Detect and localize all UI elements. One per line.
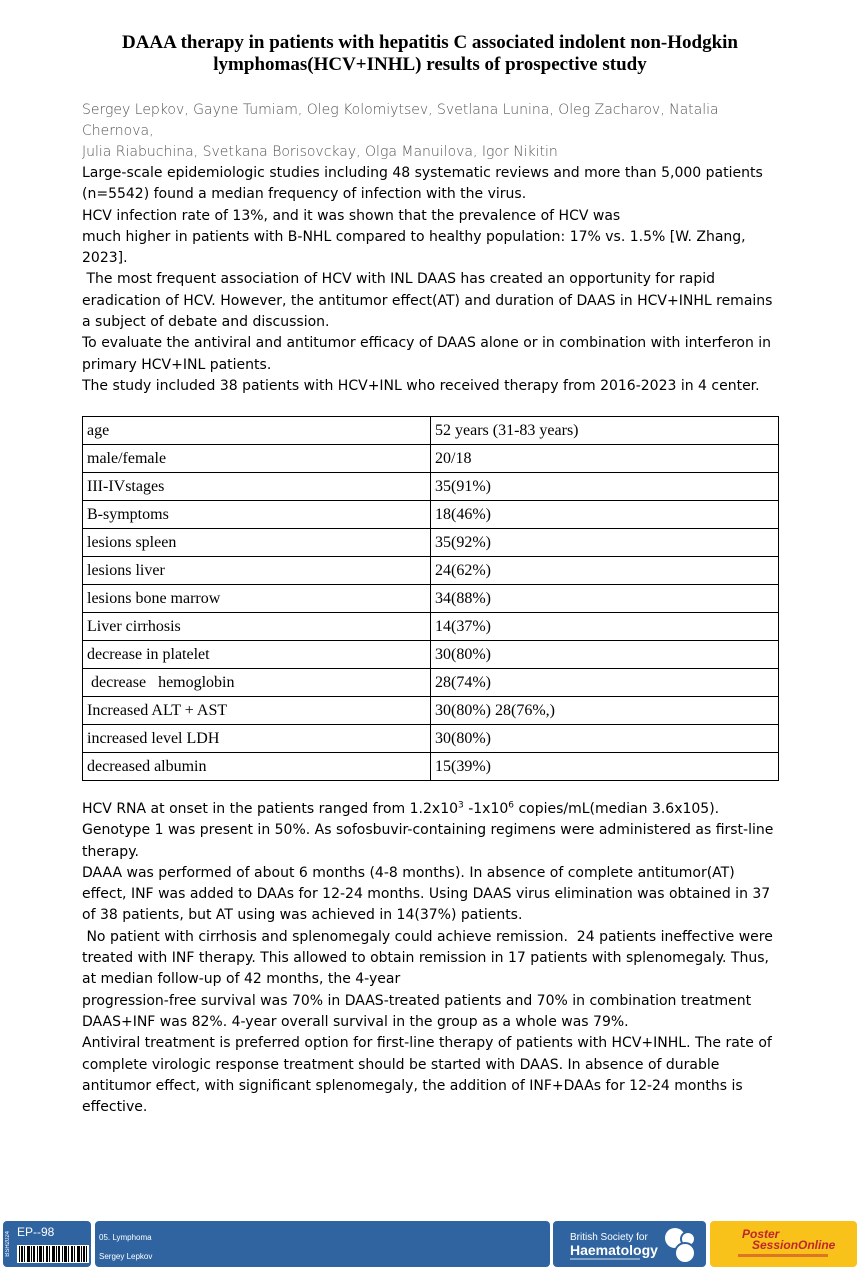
bsh-cells-icon [661,1225,701,1265]
table-cell-label: B-symptoms [83,501,431,529]
table-cell-value: 30(80%) [431,641,779,669]
table-cell-value: 14(37%) [431,613,779,641]
table-cell-value: 35(92%) [431,529,779,557]
results-paragraph: progression-free survival was 70% in DAAS-treated patients and 70% in combination treatment DAAS+INF was 82%. 4-year overall survival in the group as a whole was 79%. [82,992,752,1030]
results-paragraph: DAAA was performed of about 6 months (4-8 months). In absence of complete antitumor(AT) effect, INF was added to DAAs for 12-24 months. Using DAAS virus elimination was obtained in 37 of 38 patients, but AT using was achieved in 14(37%) patients. [82,864,771,924]
table-row [83,753,779,781]
table-row [83,613,779,641]
rna-text: HCV RNA at onset in the patients ranged from 1.2x10 [82,801,459,817]
table-cell-value: 30(80%) [431,725,779,753]
table-cell-value: 34(88%) [431,585,779,613]
results-paragraph: No patient with cirrhosis and splenomegaly could achieve remission. 24 patients ineffective were treated with INF therapy. This allowed to obtain remission in 17 patients with splenomegaly. Thus, at median follow-up of 42 months, the 4-year [82,928,778,988]
table-row [83,697,779,725]
authors-line: Sergey Lepkov, Gayne Tumiam, Oleg Kolomiytsev, Svetlana Lunina, Oleg Zacharov, Natalia Chernova, [82,102,719,139]
patient-characteristics-table [82,416,779,781]
poster-id-badge [3,1221,91,1267]
poster-author: Sergey Lepkov [99,1252,153,1261]
table-cell-value: 24(62%) [431,557,779,585]
table-cell-label: Increased ALT + AST [83,697,431,725]
intro-paragraph: To evaluate the antiviral and antitumor efficacy of DAAS alone or in combination with interferon in primary HCV+INL patients. [82,335,772,373]
table-row [83,725,779,753]
table-cell-label: decrease hemoglobin [83,669,431,697]
results-text [82,799,782,1118]
intro-paragraph: The most frequent association of HCV with INL DAAS has created an opportunity for rapid eradication of HCV. However, the antitumor effect(AT) and duration of DAAS in HCV+INHL remains a subject of debate and discussion. [82,271,777,331]
table-cell-value: 20/18 [431,445,779,473]
table-cell-label: III-IVstages [83,473,431,501]
results-paragraph: Genotype 1 was present in 50%. As sofosbuvir-containing regimens were administered as first-line therapy. [82,822,774,860]
table-cell-label: decrease in platelet [83,641,431,669]
intro-paragraph: HCV infection rate of 13%, and it was shown that the prevalence of HCV was [82,207,621,224]
introduction-text [82,163,782,397]
rna-text: -1x10 [463,801,509,817]
pso-logo-line1: Poster [742,1227,780,1241]
bsh-logo [553,1221,706,1267]
page-title: DAAA therapy in patients with hepatitis C associated indolent non-Hodgkin lymphomas(HCV+INHL) results of prospective study [121,32,738,75]
table-cell-label: male/female [83,445,431,473]
table-row [83,641,779,669]
table-row [83,445,779,473]
results-paragraph: Antiviral treatment is preferred option for first-line therapy of patients with HCV+INHL. The rate of complete virologic response treatment should be started with DAAS. In absence of durable antitumor effect, with significant splenomegaly, the addition of INF+DAAs for 12-24 months is effective. [82,1035,772,1116]
table-row [83,417,779,445]
bsh-logo-tagline [570,1258,640,1260]
table-cell-value: 35(91%) [431,473,779,501]
superscript: 6 [508,800,514,811]
table-cell-label: age [83,417,431,445]
bsh-logo-line2: Haematology [570,1242,658,1258]
rna-text: copies/mL(median 3.6x105). [514,801,720,817]
pso-logo-line2: SessionOnline [752,1238,836,1252]
authors-line: Julia Riabuchina, Svetkana Borisovckay, Olga Manuilova, Igor Nikitin [82,144,558,160]
poster-footer [0,1219,860,1269]
table-row [83,501,779,529]
table-row [83,529,779,557]
table-row [83,473,779,501]
table-cell-value: 28(74%) [431,669,779,697]
table-row [83,669,779,697]
table-cell-label: lesions bone marrow [83,585,431,613]
intro-paragraph: much higher in patients with B-NHL compared to healthy population: 17% vs. 1.5% [W. Zhang, 2023]. [82,228,746,267]
intro-paragraph: The study included 38 patients with HCV+INL who received therapy from 2016-2023 in 4 center. [82,377,760,394]
poster-info-bar [95,1221,550,1267]
barcode-icon [17,1245,89,1263]
table-row [83,585,779,613]
table-cell-label: lesions liver [83,557,431,585]
table-row [83,557,779,585]
intro-paragraph: Large-scale epidemiologic studies including 48 systematic reviews and more than 5,000 patients (n=5542) found a median frequency of infection with the virus. [82,165,763,203]
poster-id: EP--98 [17,1225,55,1239]
table-cell-label: Liver cirrhosis [83,613,431,641]
author-list [82,100,782,163]
pso-logo-underline [738,1254,828,1257]
bsh-logo-line1: British Society for [570,1232,648,1243]
table-cell-label: decreased albumin [83,753,431,781]
side-code: BSH2024 [5,1231,11,1257]
table-cell-value: 18(46%) [431,501,779,529]
table-cell-value: 52 years (31-83 years) [431,417,779,445]
table-cell-label: lesions spleen [83,529,431,557]
poster-category: 05. Lymphoma [99,1233,152,1242]
poster-session-online-logo [710,1221,857,1267]
results-rna-paragraph [82,799,782,820]
table-cell-label: increased level LDH [83,725,431,753]
superscript: 3 [458,800,464,811]
table-cell-value: 15(39%) [431,753,779,781]
table-cell-value: 30(80%) 28(76%,) [431,697,779,725]
